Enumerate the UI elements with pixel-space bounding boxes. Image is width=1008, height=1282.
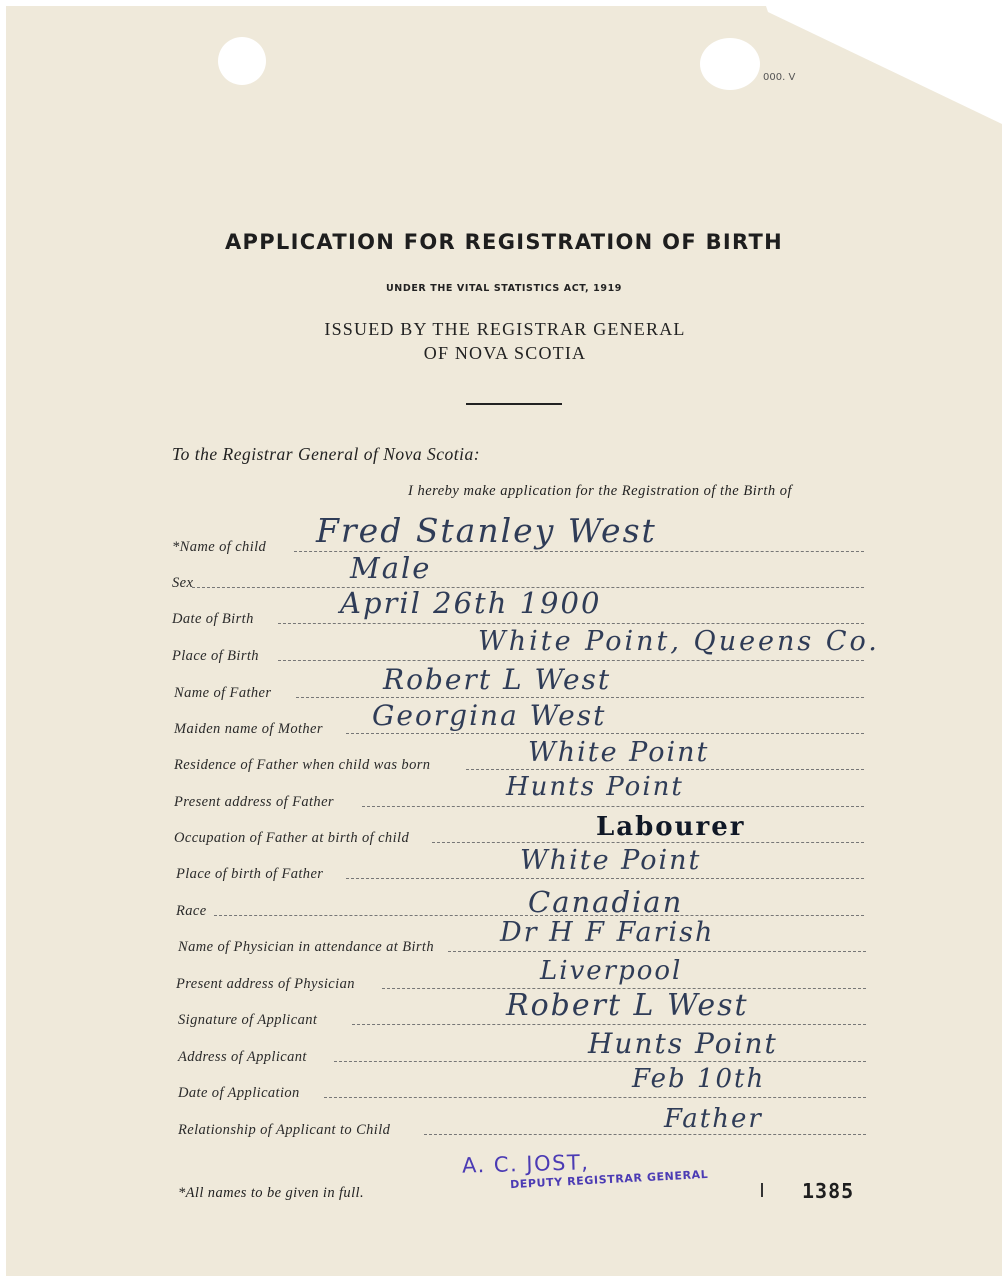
fill-in-line: [466, 769, 864, 770]
field-row: [176, 845, 864, 882]
field-label: Present address of Father: [174, 794, 334, 810]
handwritten-entry: Hunts Point: [588, 1027, 778, 1060]
form-title: APPLICATION FOR REGISTRATION OF BIRTH: [224, 230, 784, 254]
fill-in-line: [346, 733, 864, 734]
field-label: Residence of Father when child was born: [174, 757, 431, 773]
handwritten-entry: April 26th 1900: [340, 586, 602, 620]
field-label: Name of Physician in attendance at Birth: [178, 939, 435, 955]
field-label: Occupation of Father at birth of child: [174, 830, 410, 846]
punch-hole-right: [700, 38, 760, 90]
handwritten-entry: White Point: [520, 845, 702, 876]
number-tick-mark: [761, 1183, 763, 1197]
field-label: Signature of Applicant: [178, 1012, 318, 1028]
field-label: Maiden name of Mother: [174, 721, 323, 737]
field-row: [178, 988, 866, 1028]
salutation: To the Registrar General of Nova Scotia:: [172, 444, 481, 464]
handwritten-entry: Robert L West: [383, 663, 612, 696]
field-label: Place of Birth: [172, 648, 259, 664]
field-label: Race: [176, 903, 207, 919]
field-label: *Name of child: [172, 539, 267, 555]
field-row: [174, 812, 864, 846]
handwritten-entry: Male: [350, 551, 432, 585]
handwritten-entry: White Point: [528, 737, 710, 768]
field-row: [174, 737, 864, 773]
field-label: Date of Birth: [172, 611, 254, 627]
fill-in-line: [324, 1097, 866, 1098]
fill-in-line: [362, 806, 864, 807]
application-statement: I hereby make application for the Registration of the Birth of: [408, 483, 793, 499]
handwritten-entry: Dr H F Farish: [500, 917, 715, 948]
field-label: Present address of Physician: [176, 976, 355, 992]
form-number: 1385: [802, 1179, 855, 1203]
form-subtitle: UNDER THE VITAL STATISTICS ACT, 1919: [385, 283, 622, 294]
handwritten-entry: Labourer: [596, 812, 746, 842]
field-label: Relationship of Applicant to Child: [178, 1122, 391, 1138]
footnote: *All names to be given in full.: [178, 1185, 364, 1201]
field-label: Sex: [172, 575, 194, 591]
punch-hole-left: [218, 37, 266, 85]
handwritten-entry: Hunts Point: [506, 772, 684, 802]
fill-in-line: [432, 842, 864, 843]
field-row: [174, 663, 864, 701]
fill-in-line: [424, 1134, 866, 1135]
handwritten-entry: Georgina West: [372, 699, 607, 732]
field-row: [174, 699, 864, 737]
field-label: Name of Father: [174, 685, 272, 701]
field-row: [178, 1027, 866, 1065]
field-row: [172, 511, 864, 555]
field-row: [178, 1064, 866, 1101]
field-row: [172, 586, 864, 627]
issuer-line-1: ISSUED BY THE REGISTRAR GENERAL: [324, 319, 686, 339]
fill-in-line: [352, 1024, 866, 1025]
handwritten-entry: Canadian: [528, 885, 684, 919]
fill-in-line: [278, 660, 864, 661]
corner-print-fragment: 000. V: [763, 72, 796, 83]
handwritten-entry: Feb 10th: [632, 1064, 766, 1094]
stamp-name: A. C. JOST,: [461, 1150, 590, 1178]
field-row: [178, 917, 866, 955]
fill-in-line: [346, 878, 864, 879]
issuer-line-2: OF NOVA SCOTIA: [423, 343, 587, 363]
fill-in-line: [278, 623, 864, 624]
field-row: [174, 772, 864, 810]
field-label: Place of birth of Father: [176, 866, 324, 882]
field-row: [172, 626, 880, 664]
handwritten-entry: Liverpool: [540, 956, 683, 986]
fill-in-line: [334, 1061, 866, 1062]
handwritten-entry: Robert L West: [506, 988, 749, 1023]
fill-in-line: [296, 697, 864, 698]
field-label: Address of Applicant: [178, 1049, 307, 1065]
fill-in-line: [448, 951, 866, 952]
handwritten-entry: Father: [664, 1104, 763, 1134]
handwritten-entry: White Point, Queens Co.: [478, 626, 880, 657]
field-row: [176, 885, 864, 919]
field-label: Date of Application: [178, 1085, 300, 1101]
handwritten-entry: Fred Stanley West: [316, 511, 657, 550]
field-row: [178, 1104, 866, 1138]
stamp-title: DEPUTY REGISTRAR GENERAL: [509, 1167, 709, 1192]
header-divider: [466, 403, 562, 405]
